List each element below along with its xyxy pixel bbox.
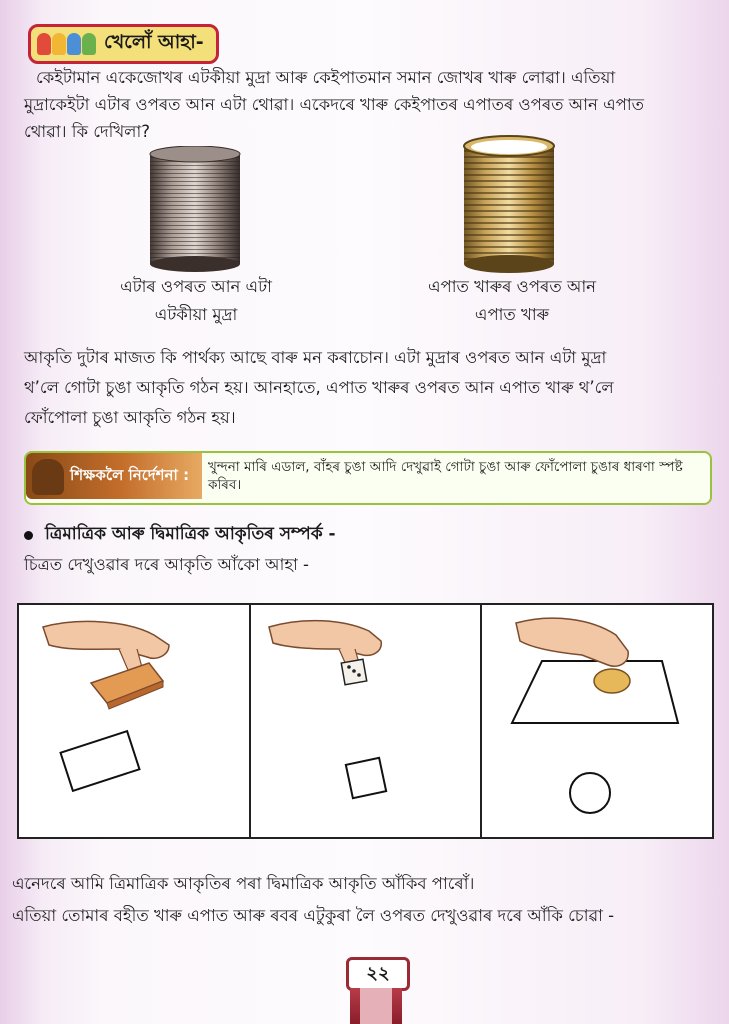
- bangle-stack-image: [462, 134, 556, 274]
- closing-line-1: এনেদৰে আমি ত্ৰিমাত্ৰিক আকৃতিৰ পৰা দ্বিমাত্ৰিক আকৃতি আঁকিব পাৰোঁ।: [12, 874, 475, 893]
- teacher-note: [24, 451, 712, 505]
- panel-circle: [482, 605, 712, 837]
- section-title: ত্ৰিমাত্ৰিক আৰু দ্বিমাত্ৰিক আকৃতিৰ সম্পৰ্ক -: [45, 524, 336, 544]
- drawing-panels: [17, 603, 714, 839]
- difference-line-3: ফোঁপোলা চুঙা আকৃতি গঠন হয়।: [24, 408, 236, 427]
- teacher-note-text: খুন্দনা মাৰি এডাল, বাঁহৰ চুঙা আদি দেখুৱাই গোটা চুঙা আৰু ফোঁপোলা চুঙাৰ ধাৰণা স্পষ্ট কৰিব।: [208, 459, 683, 493]
- page-number: ২২: [346, 957, 410, 991]
- section-instruction: চিত্ৰত দেখুওৱাৰ দৰে আকৃতি আঁকো আহা -: [24, 555, 310, 574]
- intro-paragraph: [24, 64, 714, 145]
- teacher-icon: [32, 459, 64, 495]
- intro-line-3: থোৱা। কি দেখিলা?: [24, 122, 151, 141]
- closing-line-2: এতিয়া তোমাৰ বহীত খাৰু এপাত আৰু ৰবৰ এটুকুৰা লৈ ওপৰত দেখুওৱাৰ দৰে আঁকি চোৱা -: [12, 906, 615, 925]
- closing-paragraph: [12, 868, 712, 932]
- bangle-caption-line-1: এপাত খাৰুৰ ওপৰত আন: [427, 277, 597, 296]
- bullet-icon: [24, 531, 33, 540]
- difference-paragraph: [24, 343, 714, 433]
- coin-caption-line-1: এটাৰ ওপৰত আন এটা: [120, 277, 272, 296]
- intro-line-1: কেইটামান একেজোখৰ এটকীয়া মুদ্ৰা আৰু কেইপাতমান সমান জোখৰ খাৰু লোৱা। এতিয়া: [36, 68, 616, 87]
- hand-drawing-box-illustration: [19, 605, 248, 833]
- coin-caption: [96, 273, 296, 329]
- intro-line-2: মুদ্ৰাকেইটা এটাৰ ওপৰত আন এটা থোৱা। একেদৰে খাৰু কেইপাতৰ এপাতৰ ওপৰত আন এপাত: [24, 95, 645, 114]
- coin-stack-image: [148, 146, 242, 272]
- children-icon: [37, 33, 96, 55]
- bangle-caption-line-2: এপাত খাৰু: [474, 305, 550, 324]
- hand-drawing-coin-illustration: [482, 605, 711, 833]
- teacher-note-label-box: [26, 453, 202, 499]
- page-number-strap: [350, 988, 402, 1024]
- hand-drawing-die-illustration: [251, 605, 480, 833]
- coin-caption-line-2: এটকীয়া মুদ্ৰা: [154, 305, 238, 324]
- activity-title: খেলোঁ আহা-: [104, 31, 204, 53]
- difference-line-2: থ’লে গোটা চুঙা আকৃতি গঠন হয়। আনহাতে, এপাত খাৰুৰ ওপৰত আন এপাত খাৰু থ’লে: [24, 378, 614, 397]
- difference-line-1: আকৃতি দুটাৰ মাজত কি পাৰ্থক্য আছে বাৰু মন কৰাচোন। এটা মুদ্ৰাৰ ওপৰত আন এটা মুদ্ৰা: [24, 348, 607, 367]
- teacher-note-label: শিক্ষকলৈ নিৰ্দেশনা :: [70, 465, 190, 484]
- panel-rectangle: [19, 605, 251, 837]
- activity-header: [28, 24, 219, 64]
- section-heading: [24, 521, 336, 549]
- bangle-caption: [402, 273, 622, 329]
- panel-square: [251, 605, 483, 837]
